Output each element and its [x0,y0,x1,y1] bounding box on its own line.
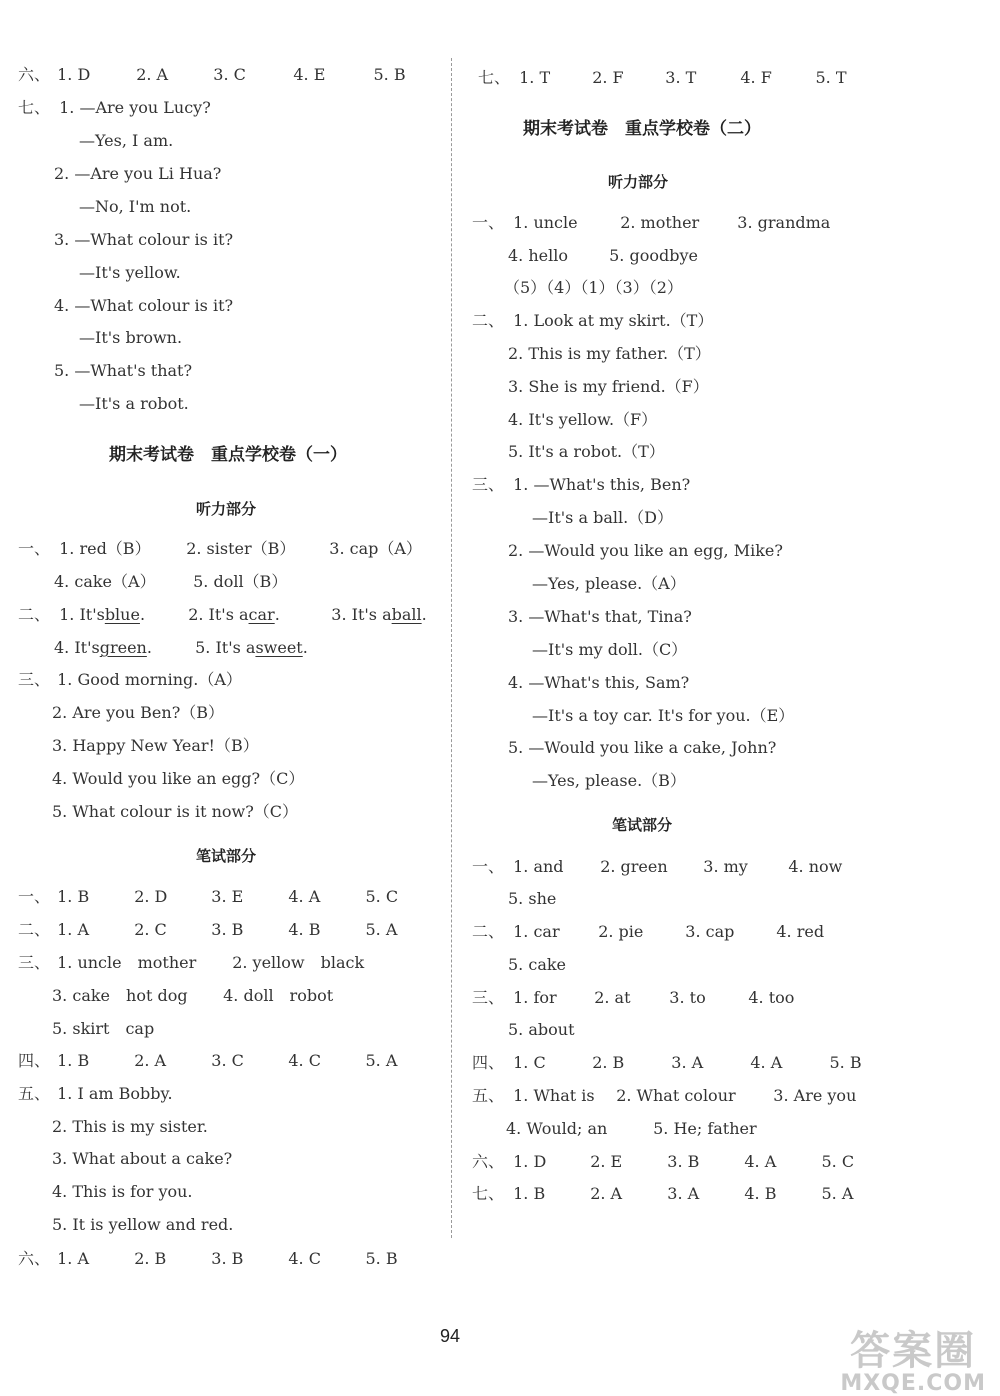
answer-row: 4. It'sgreen. 5. It's asweet. [54,638,308,657]
watermark-logo [840,1330,986,1396]
answer-row: 七、 1. B 2. A 3. A 4. B 5. A [472,1184,854,1203]
answer-line: 5. —Would you like a cake, John? [508,738,777,757]
answer-line: 2. This is my sister. [52,1117,208,1136]
answer-row: 三、 1. —What's this, Ben? [472,475,691,494]
answer-line: 4. It's yellow.（F） [508,410,658,429]
answer-row: 4. Would; an 5. He; father [506,1119,757,1138]
answer-line: —It's my doll.（C） [532,640,688,659]
answer-line: 5. What colour is it now?（C） [52,802,299,821]
answer-row: 四、 1. C 2. B 3. A 4. A 5. B [472,1053,862,1072]
listening-heading: 听力部分 [607,173,668,191]
answer-line: —Yes, I am. [79,131,174,150]
answer-row: 一、 1. B 2. D 3. E 4. A 5. C [18,887,399,906]
answer-line: 4. —What's this, Sam? [508,673,690,692]
answer-row: 5. skirt cap [52,1019,155,1038]
answer-row: 5. she [508,889,557,908]
answer-line: 2. —Are you Li Hua? [54,164,222,183]
written-heading: 笔试部分 [611,816,672,834]
answer-row: 一、 1. and 2. green 3. my 4. now [472,857,843,876]
answer-row: 5. about [508,1020,575,1039]
answer-row: 七、 1. T 2. F 3. T 4. F 5. T [478,68,847,87]
answer-row: 二、 1. It'sblue. 2. It's acar. 3. It's aball. [18,605,427,624]
answer-row: 三、 1. uncle mother 2. yellow black [18,953,365,972]
answer-row: 六、 1. A 2. B 3. B 4. C 5. B [18,1249,398,1268]
answer-line: 4. Would you like an egg?（C） [52,769,305,788]
answer-line: —It's a toy car. It's for you.（E） [532,706,795,725]
answer-row: 四、 1. B 2. A 3. C 4. C 5. A [18,1051,398,1070]
answer-line: 3. —What colour is it? [54,230,234,249]
answer-row: 五、 1. I am Bobby. [18,1084,173,1103]
answer-row: 三、 1. Good morning.（A） [18,670,242,689]
answer-row: 二、 1. A 2. C 3. B 4. B 5. A [18,920,398,939]
answer-line: 3. —What's that, Tina? [508,607,692,626]
answer-row: 六、 1. D 2. A 3. C 4. E 5. B [18,65,406,84]
listening-heading: 听力部分 [195,500,256,518]
answer-row: 二、 1. Look at my skirt.（T） [472,311,714,330]
answer-row: 七、 1. —Are you Lucy? [18,98,211,117]
answer-line: 4. This is for you. [52,1182,193,1201]
answer-row: 三、 1. for 2. at 3. to 4. too [472,988,795,1007]
answer-row: 一、 1. uncle 2. mother 3. grandma [472,213,831,232]
answer-row: 4. cake（A） 5. doll（B） [54,572,288,591]
answer-line: 3. She is my friend.（F） [508,377,709,396]
written-heading: 笔试部分 [195,847,256,865]
answer-line: 5. It is yellow and red. [52,1215,234,1234]
answer-line: 5. —What's that? [54,361,193,380]
answer-line: —Yes, please.（A） [532,574,686,593]
answer-line: —Yes, please.（B） [532,771,686,790]
answer-line: 2. This is my father.（T） [508,344,711,363]
answer-row: 二、 1. car 2. pie 3. cap 4. red [472,922,825,941]
page-number: 94 [439,1326,461,1346]
answer-line: —It's a ball.（D） [532,508,674,527]
exam-title: 期末考试卷 重点学校卷（二） [523,119,761,139]
answer-row: 3. cake hot dog 4. doll robot [52,986,334,1005]
answer-row: 六、 1. D 2. E 3. B 4. A 5. C [472,1152,855,1171]
answer-row: 5. cake [508,955,567,974]
answer-line: 4. —What colour is it? [54,296,234,315]
answer-line: —It's a robot. [79,394,189,413]
answer-line: 3. Happy New Year!（B） [52,736,259,755]
answer-line: 5. It's a robot.（T） [508,442,665,461]
watermark-url: MXQE.COM [840,1371,986,1396]
answer-line: 3. What about a cake? [52,1149,233,1168]
answer-line: —No, I'm not. [79,197,192,216]
exam-title: 期末考试卷 重点学校卷（一） [109,445,347,465]
answer-line: 2. —Would you like an egg, Mike? [508,541,783,560]
answer-row: 一、 1. red（B） 2. sister（B） 3. cap（A） [18,539,422,558]
answer-line: （5）（4）（1）（3）（2） [504,278,683,297]
watermark-logo-text: 答案圈 [850,1328,977,1374]
answer-row: 五、 1. What is 2. What colour 3. Are you [472,1086,857,1105]
answer-row: 4. hello 5. goodbye [508,246,698,265]
answer-line: 2. Are you Ben?（B） [52,703,225,722]
answer-line: —It's brown. [79,328,183,347]
column-divider [451,58,452,1238]
answer-line: —It's yellow. [79,263,181,282]
